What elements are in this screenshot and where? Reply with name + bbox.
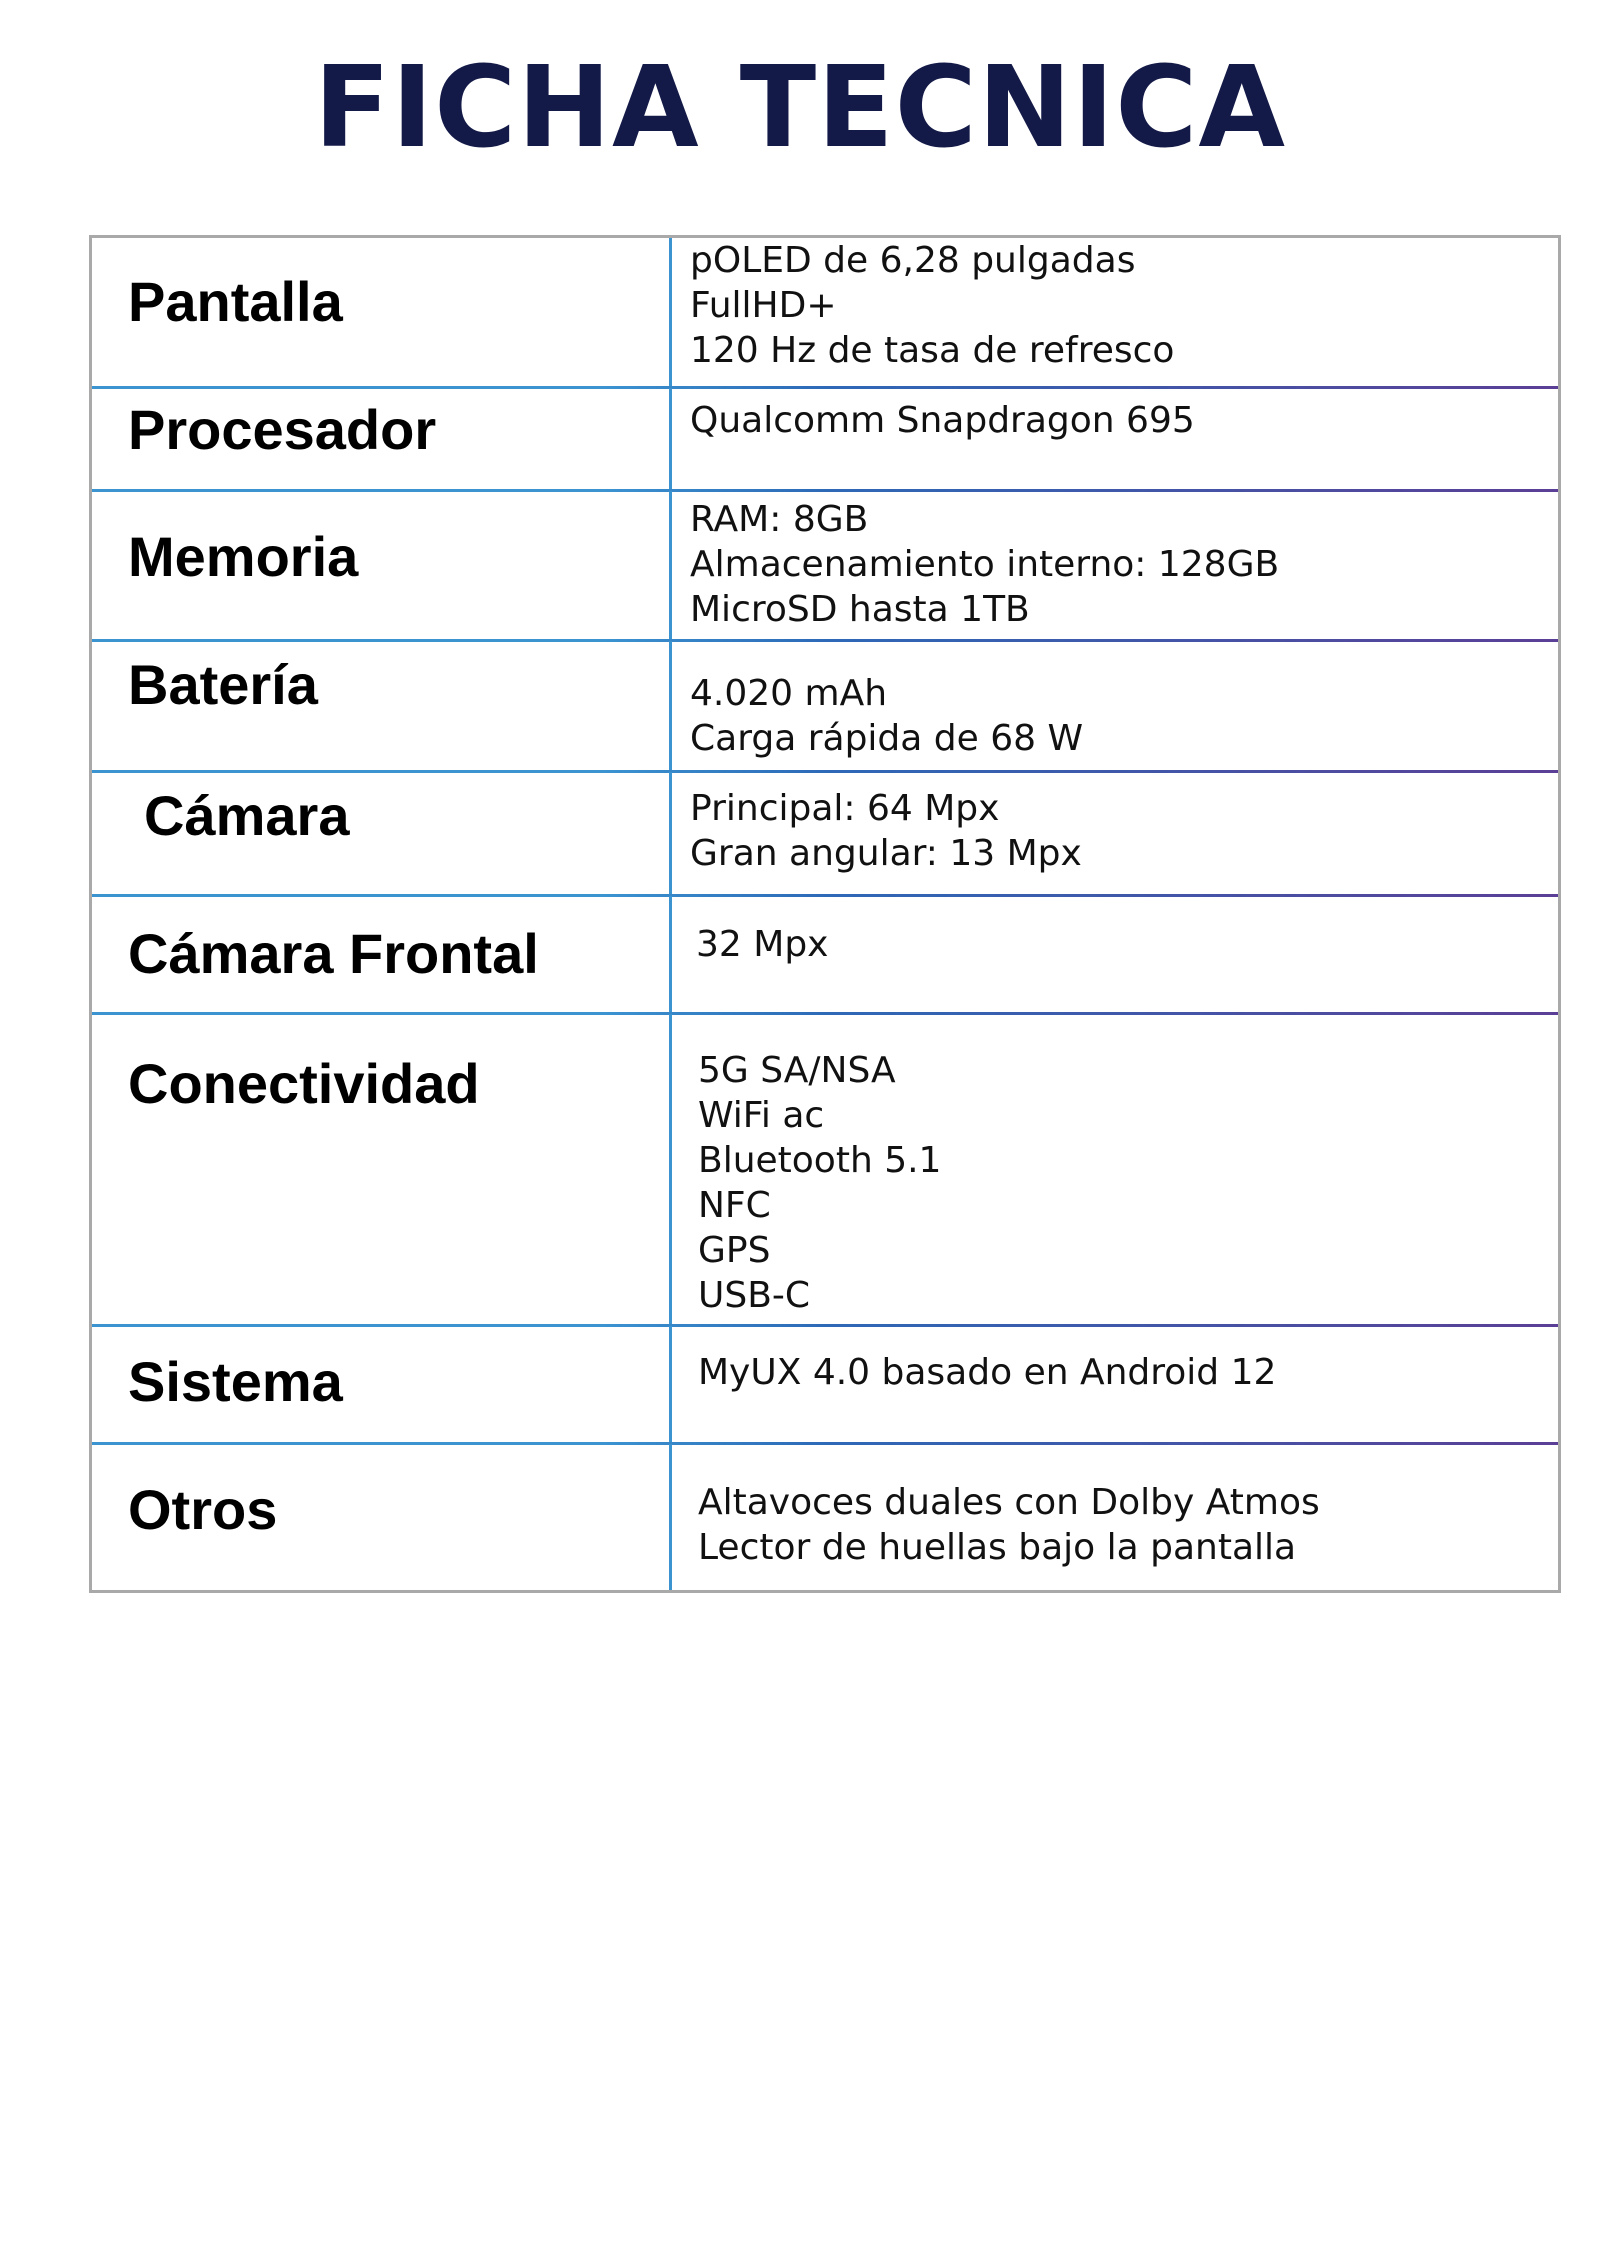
spec-values — [672, 388, 1558, 491]
spec-value: FullHD+ — [690, 285, 837, 326]
spec-values — [672, 238, 1558, 388]
spec-values — [672, 641, 1558, 772]
spec-value: Carga rápida de 68 W — [690, 718, 1084, 759]
spec-values — [672, 772, 1558, 896]
spec-value: GPS — [698, 1230, 771, 1271]
spec-values — [672, 1326, 1558, 1444]
spec-row-camara — [92, 772, 1558, 896]
spec-label: Batería — [92, 641, 672, 772]
spec-value: MyUX 4.0 basado en Android 12 — [698, 1352, 1277, 1393]
spec-row-procesador — [92, 388, 1558, 491]
spec-label: Memoria — [92, 491, 672, 641]
spec-label: Procesador — [92, 388, 672, 491]
spec-value: pOLED de 6,28 pulgadas — [690, 240, 1136, 281]
page-title: FICHA TECNICA — [313, 43, 1287, 173]
spec-row-pantalla — [92, 238, 1558, 388]
spec-value: Lector de huellas bajo la pantalla — [698, 1527, 1297, 1568]
spec-label: Pantalla — [92, 238, 672, 388]
spec-row-sistema — [92, 1326, 1558, 1444]
spec-label: Cámara Frontal — [92, 896, 672, 1014]
spec-value: Almacenamiento interno: 128GB — [690, 544, 1280, 585]
spec-values — [672, 1444, 1558, 1590]
spec-label: Sistema — [92, 1326, 672, 1444]
spec-table — [89, 235, 1561, 1593]
spec-value: 5G SA/NSA — [698, 1050, 896, 1091]
spec-value: USB-C — [698, 1275, 811, 1316]
spec-value: RAM: 8GB — [690, 499, 869, 540]
spec-value: 32 Mpx — [696, 924, 829, 965]
spec-values — [672, 896, 1558, 1014]
spec-label: Conectividad — [92, 1014, 672, 1326]
spec-label: Otros — [92, 1444, 672, 1590]
spec-value: Bluetooth 5.1 — [698, 1140, 942, 1181]
spec-value: 120 Hz de tasa de refresco — [690, 330, 1175, 371]
spec-value: Qualcomm Snapdragon 695 — [690, 400, 1195, 441]
spec-value: Principal: 64 Mpx — [690, 788, 1000, 829]
spec-row-conectividad — [92, 1014, 1558, 1326]
spec-values — [672, 1014, 1558, 1326]
spec-value: Gran angular: 13 Mpx — [690, 833, 1082, 874]
spec-value: WiFi ac — [698, 1095, 825, 1136]
spec-row-bateria — [92, 641, 1558, 772]
spec-value: NFC — [698, 1185, 771, 1226]
spec-value: Altavoces duales con Dolby Atmos — [698, 1482, 1320, 1523]
spec-values — [672, 491, 1558, 641]
spec-value: MicroSD hasta 1TB — [690, 589, 1030, 630]
spec-row-otros — [92, 1444, 1558, 1590]
spec-row-camara-frontal — [92, 896, 1558, 1014]
spec-row-memoria — [92, 491, 1558, 641]
spec-label: Cámara — [92, 772, 672, 896]
spec-value: 4.020 mAh — [690, 673, 888, 714]
